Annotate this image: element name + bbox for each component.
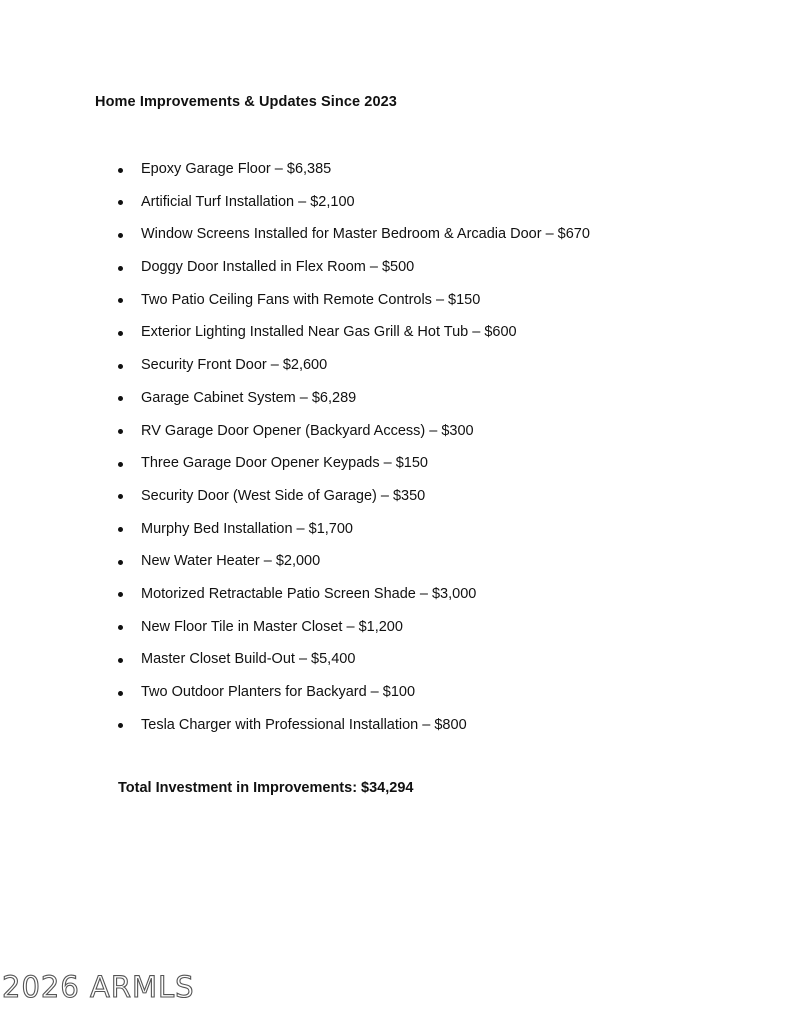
list-item-text: Master Closet Build-Out – $5,400 [141,651,356,668]
bullet-icon [118,233,123,238]
total-investment: Total Investment in Improvements: $34,294 [118,780,414,796]
bullet-icon [118,266,123,271]
bullet-icon [118,560,123,565]
list-item-text: Three Garage Door Opener Keypads – $150 [141,455,428,472]
bullet-icon [118,494,123,499]
bullet-icon [118,723,123,728]
list-item-text: Security Door (West Side of Garage) – $350 [141,487,426,504]
bullet-icon [118,331,123,336]
bullet-icon [118,168,123,173]
bullet-icon [118,592,123,597]
bullet-icon [118,429,123,434]
bullet-icon [118,527,123,532]
list-item-text: Two Outdoor Planters for Backyard – $100 [141,684,416,700]
bullet-icon [118,298,123,303]
bullet-icon [118,658,123,663]
list-item-text: Motorized Retractable Patio Screen Shade – $3,000 [141,585,477,602]
bullet-icon [118,462,123,467]
list-item-text: New Water Heater – $2,000 [141,553,321,570]
list-item-text: Doggy Door Installed in Flex Room – $500 [141,259,415,276]
bullet-icon [118,396,123,401]
list-item-text: Tesla Charger with Professional Installation – $800 [141,716,467,733]
bullet-icon [118,625,123,630]
watermark: 2026 ARMLS [2,970,195,1004]
list-item-text: Garage Cabinet System – $6,289 [141,389,357,406]
list-item-text: Two Patio Ceiling Fans with Remote Controls – $150 [141,291,481,308]
bullet-icon [118,691,123,696]
list-item-text: Exterior Lighting Installed Near Gas Grill & Hot Tub – $600 [141,324,517,341]
bullet-icon [118,364,123,369]
list-item-text: New Floor Tile in Master Closet – $1,200 [141,618,403,635]
list-item-text: Murphy Bed Installation – $1,700 [141,520,353,537]
document-title: Home Improvements & Updates Since 2023 [95,94,397,110]
list-item-text: Window Screens Installed for Master Bedroom & Arcadia Door – $670 [141,226,590,243]
bullet-icon [118,200,123,205]
list-item-text: Epoxy Garage Floor – $6,385 [141,161,332,177]
list-item-text: Security Front Door – $2,600 [141,357,328,374]
list-item-text: Artificial Turf Installation – $2,100 [141,193,355,210]
list-item-text: RV Garage Door Opener (Backyard Access) – $300 [141,422,474,439]
